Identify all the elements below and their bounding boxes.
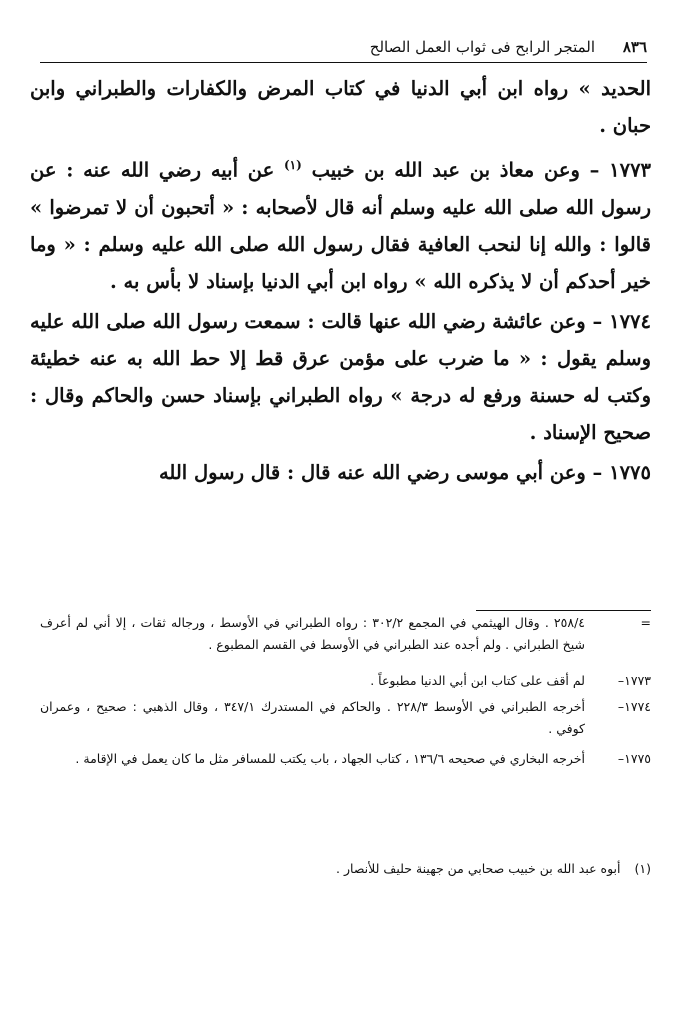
hadith-number: ١٧٧٣ — [609, 158, 652, 182]
footnote-mark: (١) — [634, 861, 651, 876]
hadith-text: – وعن أبي موسى رضي الله عنه قال : قال رسول الله — [158, 460, 603, 484]
note-continued — [40, 612, 651, 656]
hadith-1774 — [30, 303, 651, 451]
note-1774 — [40, 696, 651, 740]
footnote-text: أبوه عبد الله بن خبيب صحابي من جهينة حليف للأنصار . — [336, 861, 621, 876]
hadith-number: ١٧٧٥ — [609, 460, 651, 484]
author-footnote — [40, 858, 651, 880]
note-text: ٢٥٨/٤ . وقال الهيثمي في المجمع ٣٠٢/٢ : رواه الطبراني في الأوسط ، ورجاله ثقات ، إلا أني لم أعرف شيخ الطبراني . ولم أجده عند الطبراني في الأوسط في القسم المطبوع . — [40, 615, 585, 652]
note-text: أخرجه البخاري في صحيحه ١٣٦/٦ ، كتاب الجهاد ، باب يكتب للمسافر مثل ما كان يعمل في الإقامة . — [75, 751, 585, 766]
lead-paragraph: الحديد » رواه ابن أبي الدنيا في كتاب المرض والكفارات والطبراني وابن حبان . — [30, 77, 651, 137]
hadith-text-rest: عن أبيه رضي الله عنه : عن رسول الله صلى الله عليه وسلم أنه قال لأصحابه : « أتحبون أن لا تمرضوا » قالوا : والله إنا لنحب العافية فقال رسول الله صلى الله عليه وسلم : « وما خير أحدكم أن لا يذكره الله » رواه ابن أبي الدنيا بإسناد لا بأس به . — [30, 158, 651, 293]
note-label: ١٧٧٤– — [617, 699, 651, 714]
hadith-text: – وعن معاذ بن عبد الله بن خبيب — [311, 158, 600, 182]
note-label: ١٧٧٣– — [617, 673, 651, 688]
running-title: المتجر الرابح فى ثواب العمل الصالح — [369, 38, 595, 56]
notes-divider — [476, 610, 651, 611]
page-header — [40, 36, 647, 63]
page-number: ٨٣٦ — [622, 38, 647, 56]
note-label: ١٧٧٥– — [617, 751, 651, 766]
notes-section — [40, 612, 651, 778]
note-text: لم أقف على كتاب ابن أبي الدنيا مطبوعاً . — [370, 673, 585, 688]
main-text — [30, 70, 651, 491]
note-label: = — [640, 615, 651, 630]
note-1773 — [40, 670, 651, 692]
hadith-1775 — [30, 454, 651, 491]
footnote-marker: (١) — [283, 158, 302, 172]
note-text: أخرجه الطبراني في الأوسط ٢٢٨/٣ . والحاكم في المستدرك ٣٤٧/١ ، وقال الذهبي : صحيح ، وعمران كوفي . — [40, 699, 586, 736]
note-1775 — [40, 748, 651, 770]
hadith-1773 — [30, 147, 651, 300]
hadith-number: ١٧٧٤ — [609, 309, 651, 333]
hadith-text: – وعن عائشة رضي الله عنها قالت : سمعت رسول الله صلى الله عليه وسلم يقول : « ما ضرب على مؤمن عرق قط إلا حط الله به عنه خطيئة وكتب له حسنة ورفع له درجة » رواه الطبراني بإسناد حسن والحاكم وقال : صحيح الإسناد . — [30, 309, 651, 444]
